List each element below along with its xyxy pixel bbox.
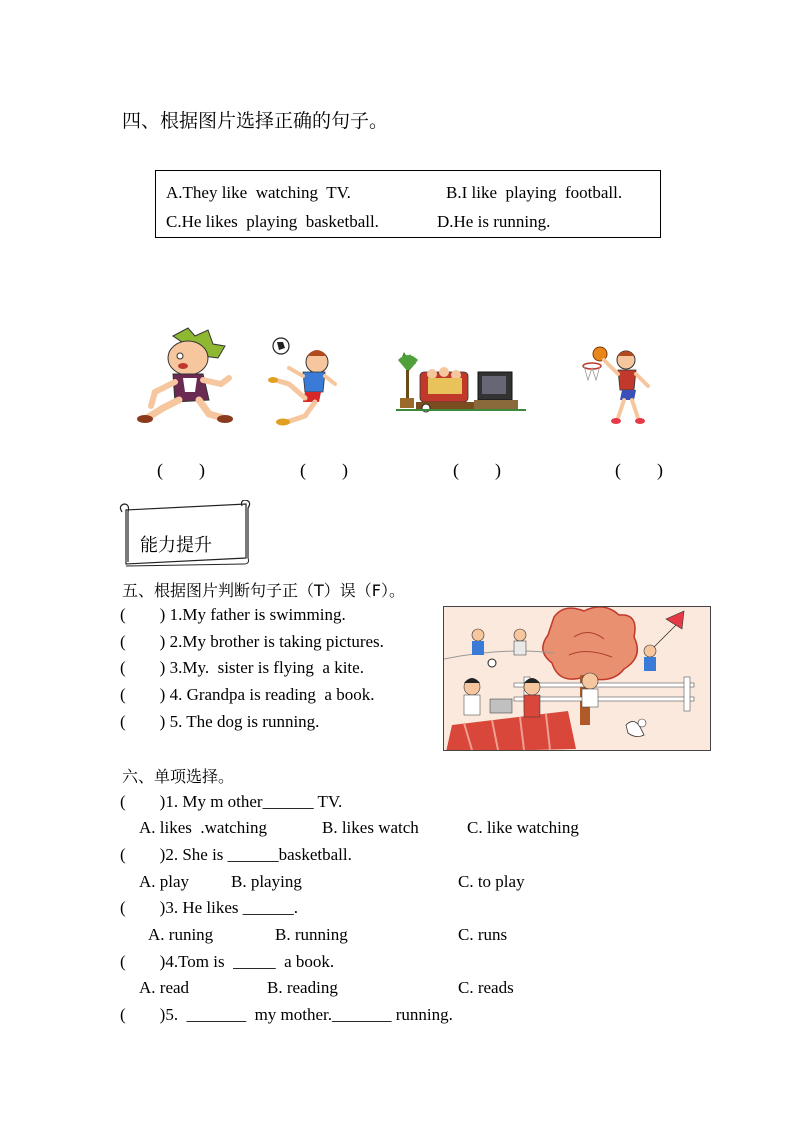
- q1-option-a: A. likes .watching: [139, 818, 267, 837]
- answer-blank-3[interactable]: ( ): [453, 460, 501, 480]
- answer-blank-4[interactable]: ( ): [615, 460, 663, 480]
- answer-blank-2[interactable]: ( ): [300, 460, 348, 480]
- mc-question-4: ( )4.Tom is _____ a book.: [120, 952, 335, 971]
- section5-heading: 五、根据图片判断句子正（T）误（F）。: [122, 581, 405, 600]
- q4-option-b: B. reading: [267, 978, 338, 997]
- banner-label: 能力提升: [140, 535, 212, 556]
- tf-item-2: ( ) 2.My brother is taking pictures.: [120, 632, 384, 651]
- q3-option-a: A. runing: [148, 925, 214, 944]
- q4-option-c: C. reads: [458, 978, 514, 997]
- mc-question-5: ( )5. _______ my mother._______ running.: [120, 1005, 453, 1024]
- tf-item-4: ( ) 4. Grandpa is reading a book.: [120, 685, 375, 704]
- q2-option-b: B. playing: [231, 872, 302, 891]
- q1-option-b: B. likes watch: [322, 818, 419, 837]
- q3-option-c: C. runs: [458, 925, 508, 944]
- picnic-scene-image: [443, 606, 711, 751]
- q2-option-c: C. to play: [458, 872, 525, 891]
- section6-heading: 六、单项选择。: [122, 767, 235, 786]
- mc-question-2: ( )2. She is ______basketball.: [120, 845, 352, 864]
- family-watching-tv-image: [396, 350, 526, 414]
- mc-question-1: ( )1. My m other______ TV.: [120, 792, 343, 811]
- q2-option-a: A. play: [139, 872, 190, 891]
- football-boy-image: [265, 336, 339, 428]
- mc-question-3: ( )3. He likes ______.: [120, 898, 299, 917]
- q3-option-b: B. running: [275, 925, 348, 944]
- running-boy-image: [133, 326, 237, 426]
- running-boy-figure: [137, 328, 233, 423]
- tf-item-5: ( ) 5. The dog is running.: [120, 712, 320, 731]
- q1-option-c: C. like watching: [467, 818, 579, 837]
- option-c: C.He likes playing basketball.: [166, 212, 379, 231]
- basketball-boy-image: [582, 346, 656, 428]
- section4-heading: 四、根据图片选择正确的句子。: [122, 110, 389, 132]
- q4-option-a: A. read: [139, 978, 190, 997]
- option-d: D.He is running.: [437, 212, 551, 231]
- answer-blank-1[interactable]: ( ): [157, 460, 205, 480]
- option-b: B.I like playing football.: [446, 183, 623, 202]
- tf-item-1: ( ) 1.My father is swimming.: [120, 605, 346, 624]
- option-a: A.They like watching TV.: [166, 183, 351, 202]
- tf-item-3: ( ) 3.My. sister is flying a kite.: [120, 658, 364, 677]
